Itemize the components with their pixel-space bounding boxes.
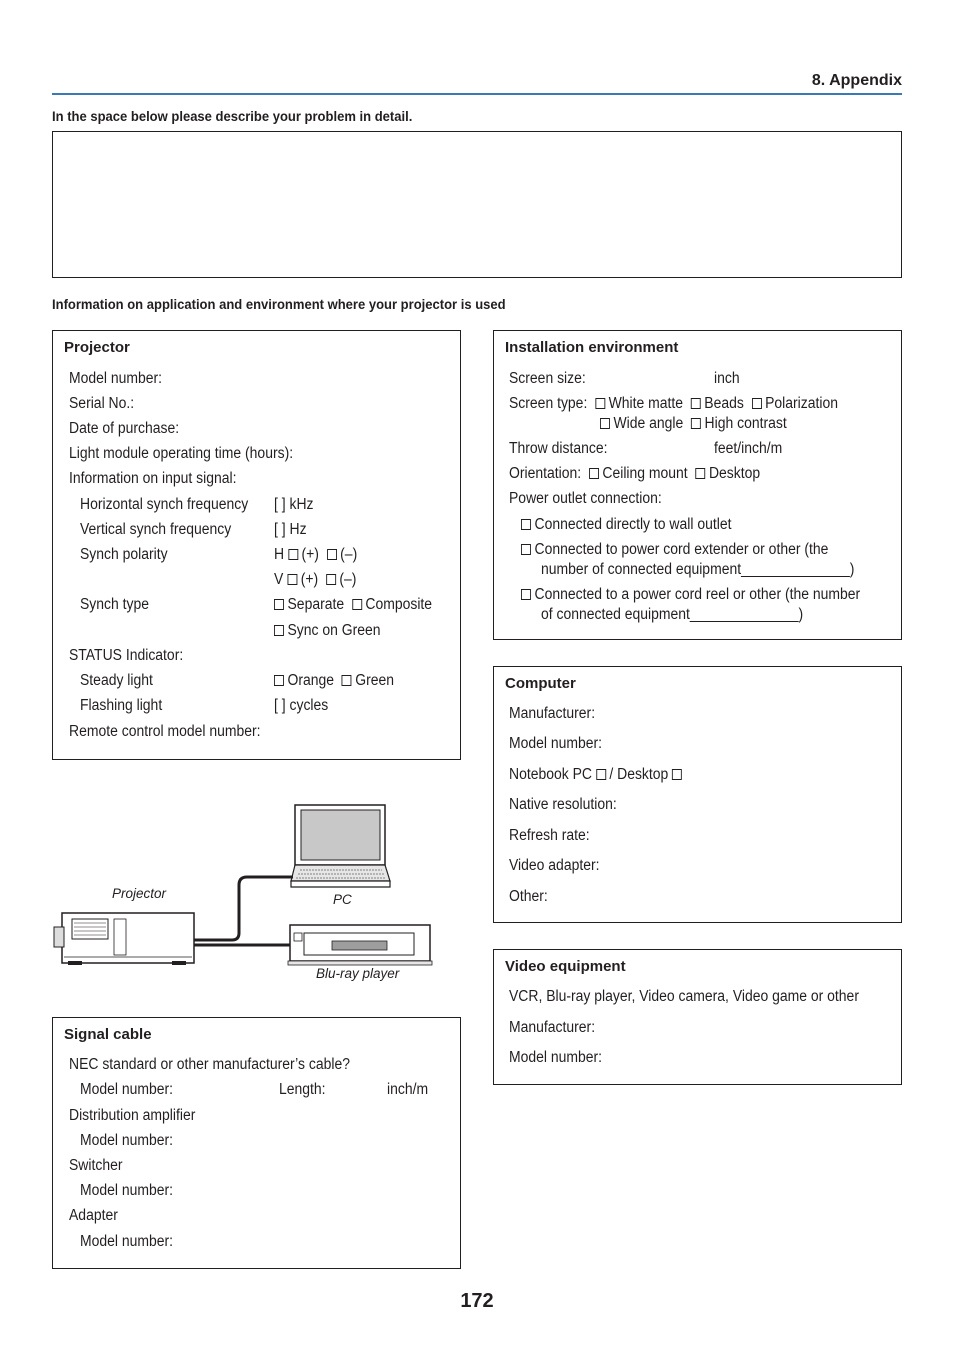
- plus-label: (+): [301, 546, 319, 563]
- vfreq-label: Vertical synch frequency: [80, 521, 232, 538]
- purchase-date-label: Date of purchase:: [69, 420, 180, 437]
- checkbox-high-contrast[interactable]: [691, 418, 701, 429]
- orange-label: Orange: [287, 672, 335, 689]
- computer-box: [493, 666, 902, 923]
- beads-label: Beads: [704, 395, 744, 412]
- direct-label: Connected directly to wall outlet: [534, 516, 732, 533]
- cable-length-label: Length:: [279, 1081, 326, 1098]
- extender-label: Connected to power cord extender or other (the: [534, 541, 829, 558]
- polarity-label: Synch polarity: [80, 546, 168, 563]
- white-matte-label: White matte: [608, 395, 684, 412]
- sog-label: Sync on Green: [287, 622, 381, 639]
- video-types: VCR, Blu-ray player, Video camera, Video game or other: [509, 988, 859, 1005]
- switcher-label: Switcher: [69, 1157, 123, 1174]
- checkbox-direct[interactable]: [521, 519, 531, 530]
- checkbox-orange[interactable]: [274, 675, 284, 686]
- direct-row: [521, 516, 731, 534]
- minus-label: (–): [339, 571, 357, 588]
- checkbox-separate[interactable]: [274, 599, 284, 610]
- video-adapter-label: Video adapter:: [509, 857, 600, 874]
- plus-label: (+): [300, 571, 319, 588]
- laptop-icon: [291, 805, 390, 887]
- cable-model-label: Model number:: [80, 1081, 174, 1098]
- extender-line2: number of connected equipment______________): [541, 561, 855, 578]
- flashing-label: Flashing light: [80, 697, 163, 714]
- projector-caption: Projector: [112, 886, 167, 901]
- remote-label: Remote control model number:: [69, 723, 261, 740]
- throw-unit: feet/inch/m: [714, 440, 783, 457]
- minus-label: (–): [340, 546, 358, 563]
- cable-length-unit: inch/m: [387, 1081, 429, 1098]
- throw-label: Throw distance:: [509, 440, 608, 457]
- separate-label: Separate: [287, 596, 345, 613]
- screen-size-unit: inch: [714, 370, 740, 387]
- header-rule: [52, 93, 902, 95]
- refresh-rate-label: Refresh rate:: [509, 827, 590, 844]
- checkbox-v-minus[interactable]: [326, 574, 336, 585]
- environment-intro: Information on application and environment where your projector is used: [52, 296, 506, 312]
- screen-size-label: Screen size:: [509, 370, 586, 387]
- signal-cable-box: [52, 1017, 461, 1269]
- operating-hours-label: Light module operating time (hours):: [69, 445, 294, 462]
- adapter-model-label: Model number:: [80, 1233, 174, 1250]
- synctype-label: Synch type: [80, 596, 150, 613]
- computer-title: Computer: [505, 675, 576, 692]
- distribution-label: Distribution amplifier: [69, 1107, 196, 1124]
- video-mfr-label: Manufacturer:: [509, 1019, 596, 1036]
- synctype-row: [274, 596, 432, 614]
- pol-h-label: H: [274, 546, 285, 563]
- pc-caption: PC: [333, 892, 352, 907]
- checkbox-beads[interactable]: [691, 398, 701, 409]
- polarization-label: Polarization: [765, 395, 839, 412]
- orientation-label: Orientation:: [509, 465, 582, 482]
- notebook-label: Notebook PC: [509, 766, 592, 783]
- problem-lead: In the space below please describe your problem in detail.: [52, 108, 413, 124]
- video-title: Video equipment: [505, 958, 626, 975]
- installation-title: Installation environment: [505, 339, 679, 356]
- checkbox-composite[interactable]: [352, 599, 362, 610]
- desktop-label: Desktop: [708, 465, 761, 482]
- checkbox-h-minus[interactable]: [327, 549, 337, 560]
- problem-textarea[interactable]: [52, 131, 902, 278]
- switcher-model-label: Model number:: [80, 1182, 174, 1199]
- projector-icon: [54, 913, 194, 965]
- polarity-h-row: [274, 546, 357, 564]
- checkbox-h-plus[interactable]: [288, 549, 298, 560]
- projector-box: [52, 330, 461, 760]
- checkbox-extender[interactable]: [521, 544, 531, 555]
- reel-line2: of connected equipment______________): [541, 606, 804, 623]
- hfreq-label: Horizontal synch frequency: [80, 496, 249, 513]
- checkbox-white-matte[interactable]: [595, 398, 605, 409]
- input-signal-label: Information on input signal:: [69, 470, 237, 487]
- page-number: 172: [460, 1290, 494, 1312]
- signal-title: Signal cable: [64, 1026, 152, 1043]
- checkbox-sync-on-green[interactable]: [274, 625, 284, 636]
- green-label: Green: [355, 672, 395, 689]
- ceiling-label: Ceiling mount: [602, 465, 688, 482]
- vfreq-value: [ ] Hz: [274, 521, 307, 538]
- reel-row: [521, 586, 860, 604]
- steady-row: [274, 672, 394, 690]
- wide-angle-label: Wide angle: [613, 415, 684, 432]
- checkbox-reel[interactable]: [521, 589, 531, 600]
- composite-label: Composite: [365, 596, 433, 613]
- flashing-value: [ ] cycles: [274, 697, 329, 714]
- checkbox-wide-angle[interactable]: [600, 418, 610, 429]
- computer-mfr-label: Manufacturer:: [509, 705, 596, 722]
- sog-row: [274, 622, 381, 640]
- status-label: STATUS Indicator:: [69, 647, 184, 664]
- video-model-label: Model number:: [509, 1049, 603, 1066]
- projector-model-label: Model number:: [69, 370, 163, 387]
- checkbox-green[interactable]: [342, 675, 352, 686]
- pol-v-label: V: [274, 571, 284, 588]
- projector-title: Projector: [64, 339, 130, 356]
- reel-label: Connected to a power cord reel or other (the number: [534, 586, 861, 603]
- power-label: Power outlet connection:: [509, 490, 662, 507]
- steady-label: Steady light: [80, 672, 153, 689]
- checkbox-polarization[interactable]: [752, 398, 762, 409]
- screen-type-row2: [600, 415, 787, 433]
- bluray-caption: Blu-ray player: [316, 966, 400, 981]
- hfreq-value: [ ] kHz: [274, 496, 314, 513]
- screen-type-row: [509, 395, 838, 413]
- other-label: Other:: [509, 888, 548, 905]
- installation-box: [493, 330, 902, 640]
- checkbox-notebook[interactable]: [596, 769, 606, 780]
- checkbox-desktop-pc[interactable]: [672, 769, 682, 780]
- screen-type-label: Screen type:: [509, 395, 588, 412]
- section-title: 8. Appendix: [811, 72, 902, 89]
- native-resolution-label: Native resolution:: [509, 796, 617, 813]
- notebook-row: [509, 766, 686, 784]
- computer-model-label: Model number:: [509, 735, 603, 752]
- video-equipment-box: [493, 949, 902, 1085]
- distribution-model-label: Model number:: [80, 1132, 174, 1149]
- serial-label: Serial No.:: [69, 395, 135, 412]
- cable-question: NEC standard or other manufacturer’s cable?: [69, 1056, 350, 1073]
- checkbox-desktop[interactable]: [695, 468, 705, 479]
- checkbox-v-plus[interactable]: [287, 574, 297, 585]
- orientation-row: [509, 465, 760, 483]
- desktop-label: / Desktop: [609, 766, 669, 783]
- high-contrast-label: High contrast: [704, 415, 787, 432]
- extender-row: [521, 541, 828, 559]
- checkbox-ceiling[interactable]: [589, 468, 599, 479]
- polarity-v-row: [274, 571, 356, 589]
- bluray-player-icon: [288, 925, 432, 965]
- adapter-label: Adapter: [69, 1207, 118, 1224]
